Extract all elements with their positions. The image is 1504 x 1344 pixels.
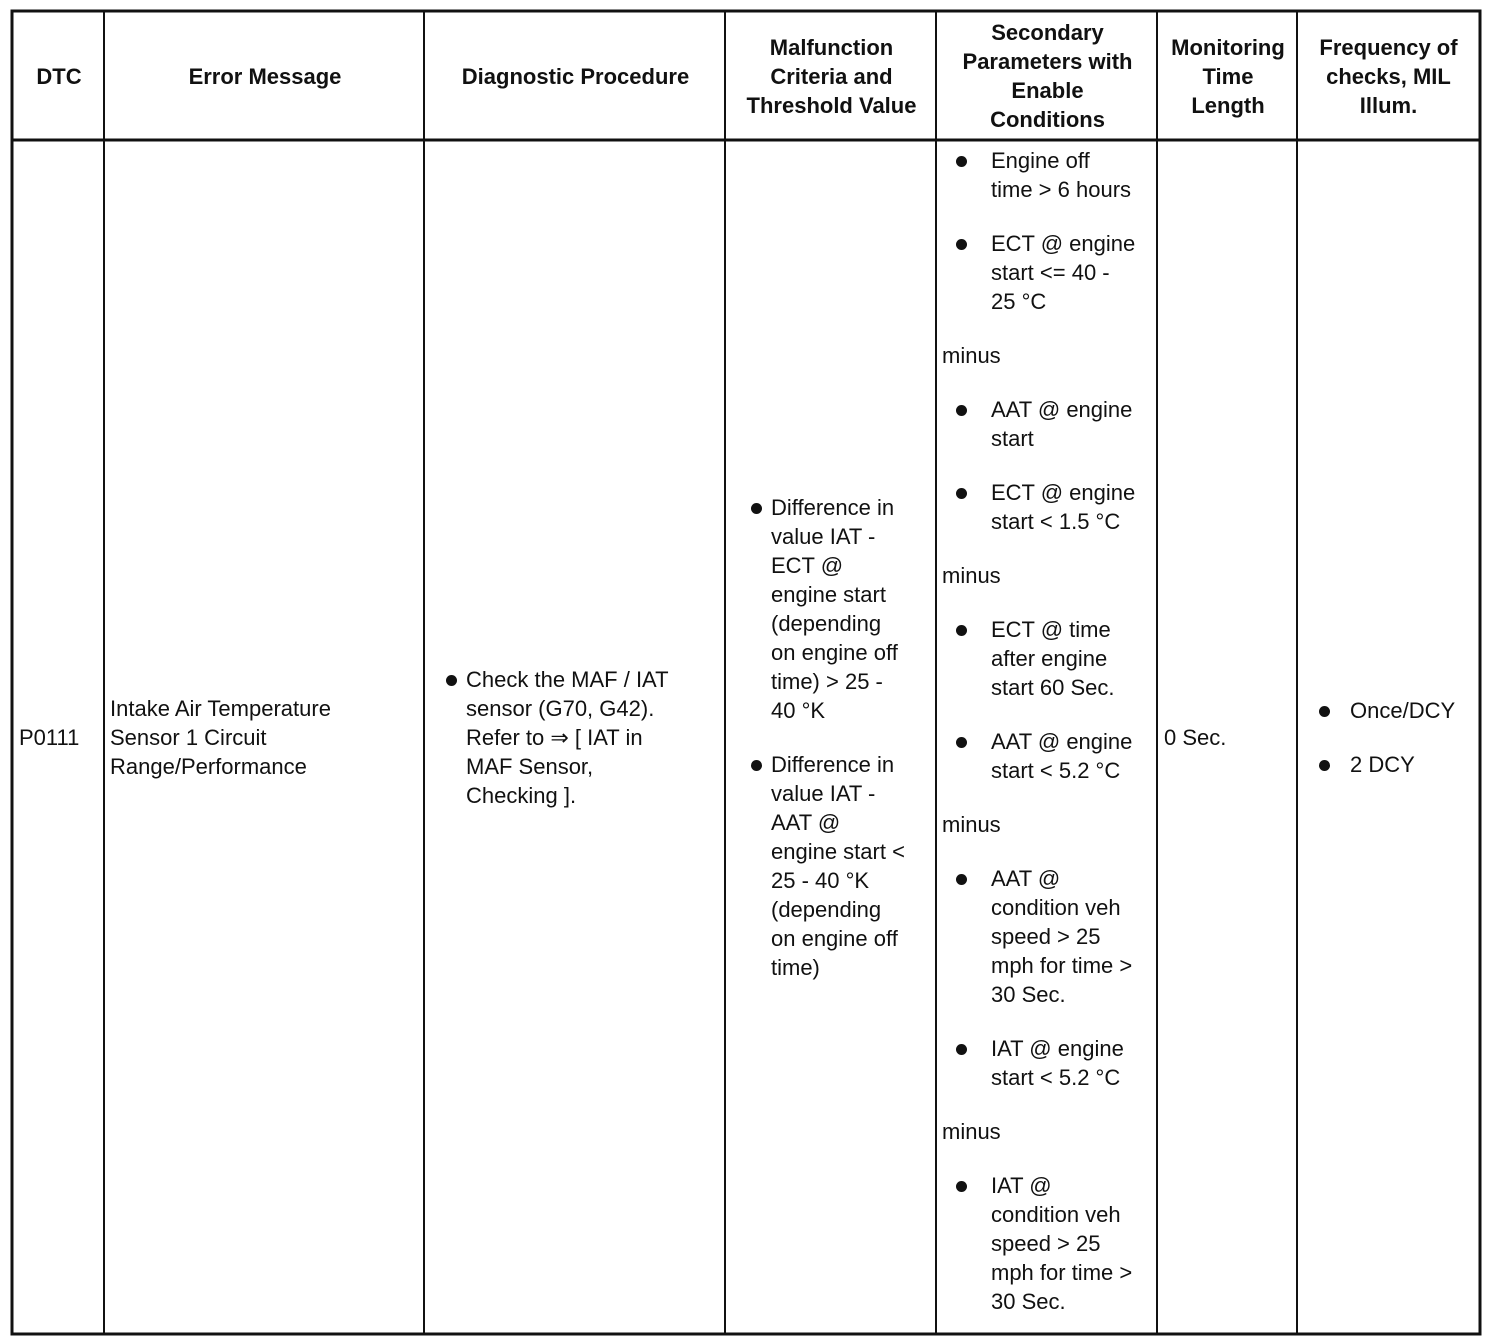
cell-monitoring-time [1159, 142, 1297, 1332]
secondary-parameter-item: AAT @ condition veh speed > 25 mph for time > 30 Sec. [942, 864, 1157, 1009]
secondary-parameter-minus: minus [942, 563, 1001, 588]
secondary-parameter-minus: minus [942, 343, 1001, 368]
secondary-parameter-minus: minus [942, 812, 1001, 837]
error-message-text: Intake Air Temperature Sensor 1 Circuit Range/Performance [110, 695, 331, 779]
secondary-parameter-minus: minus [942, 1119, 1001, 1144]
secondary-parameter-item: ECT @ engine start < 1.5 °C [942, 478, 1157, 536]
header-malfunction-criteria: Malfunction Criteria and Threshold Value [746, 34, 917, 118]
cell-frequency [1299, 142, 1478, 1332]
cell-diagnostic-procedure [426, 142, 725, 1332]
cell-error-message [106, 142, 424, 1332]
secondary-parameter-item: IAT @ condition veh speed > 25 mph for time > 30 Sec. [942, 1171, 1157, 1316]
diagnostic-procedure-item: Check the MAF / IAT sensor (G70, G42). Refer to ⇒ [ IAT in MAF Sensor, Checking ]. [432, 665, 725, 810]
header-dtc: DTC [36, 63, 82, 89]
malfunction-criteria-item: Difference in value IAT - AAT @ engine start < 25 - 40 °K (depending on engine off time) [737, 750, 936, 982]
cell-secondary-parameters [938, 146, 1157, 1332]
secondary-parameter-item: IAT @ engine start < 5.2 °C [942, 1034, 1157, 1092]
malfunction-criteria-item: Difference in value IAT - ECT @ engine start (depending on engine off time) > 25 - 40 °K [737, 493, 936, 725]
secondary-parameter-item: Engine off time > 6 hours [942, 146, 1157, 204]
secondary-parameter-item: ECT @ engine start <= 40 - 25 °C [942, 229, 1157, 316]
header-frequency: Frequency of checks, MIL Illum. [1319, 34, 1458, 118]
secondary-parameter-item: AAT @ engine start [942, 395, 1157, 453]
header-monitoring-time: Monitoring Time Length [1171, 34, 1285, 118]
secondary-parameter-item: ECT @ time after engine start 60 Sec. [942, 615, 1157, 702]
cell-dtc [14, 142, 104, 1332]
header-error-message: Error Message [188, 63, 342, 89]
frequency-item: Once/DCY [1305, 696, 1478, 725]
dtc-code: P0111 [19, 724, 80, 750]
frequency-item: 2 DCY [1305, 750, 1478, 779]
secondary-parameter-item: AAT @ engine start < 5.2 °C [942, 727, 1157, 785]
header-diagnostic-procedure: Diagnostic Procedure [461, 63, 690, 89]
monitoring-time-value: 0 Sec. [1164, 724, 1227, 750]
cell-malfunction-criteria [727, 142, 936, 1332]
header-secondary-parameters: Secondary Parameters with Enable Conditions [962, 20, 1133, 132]
